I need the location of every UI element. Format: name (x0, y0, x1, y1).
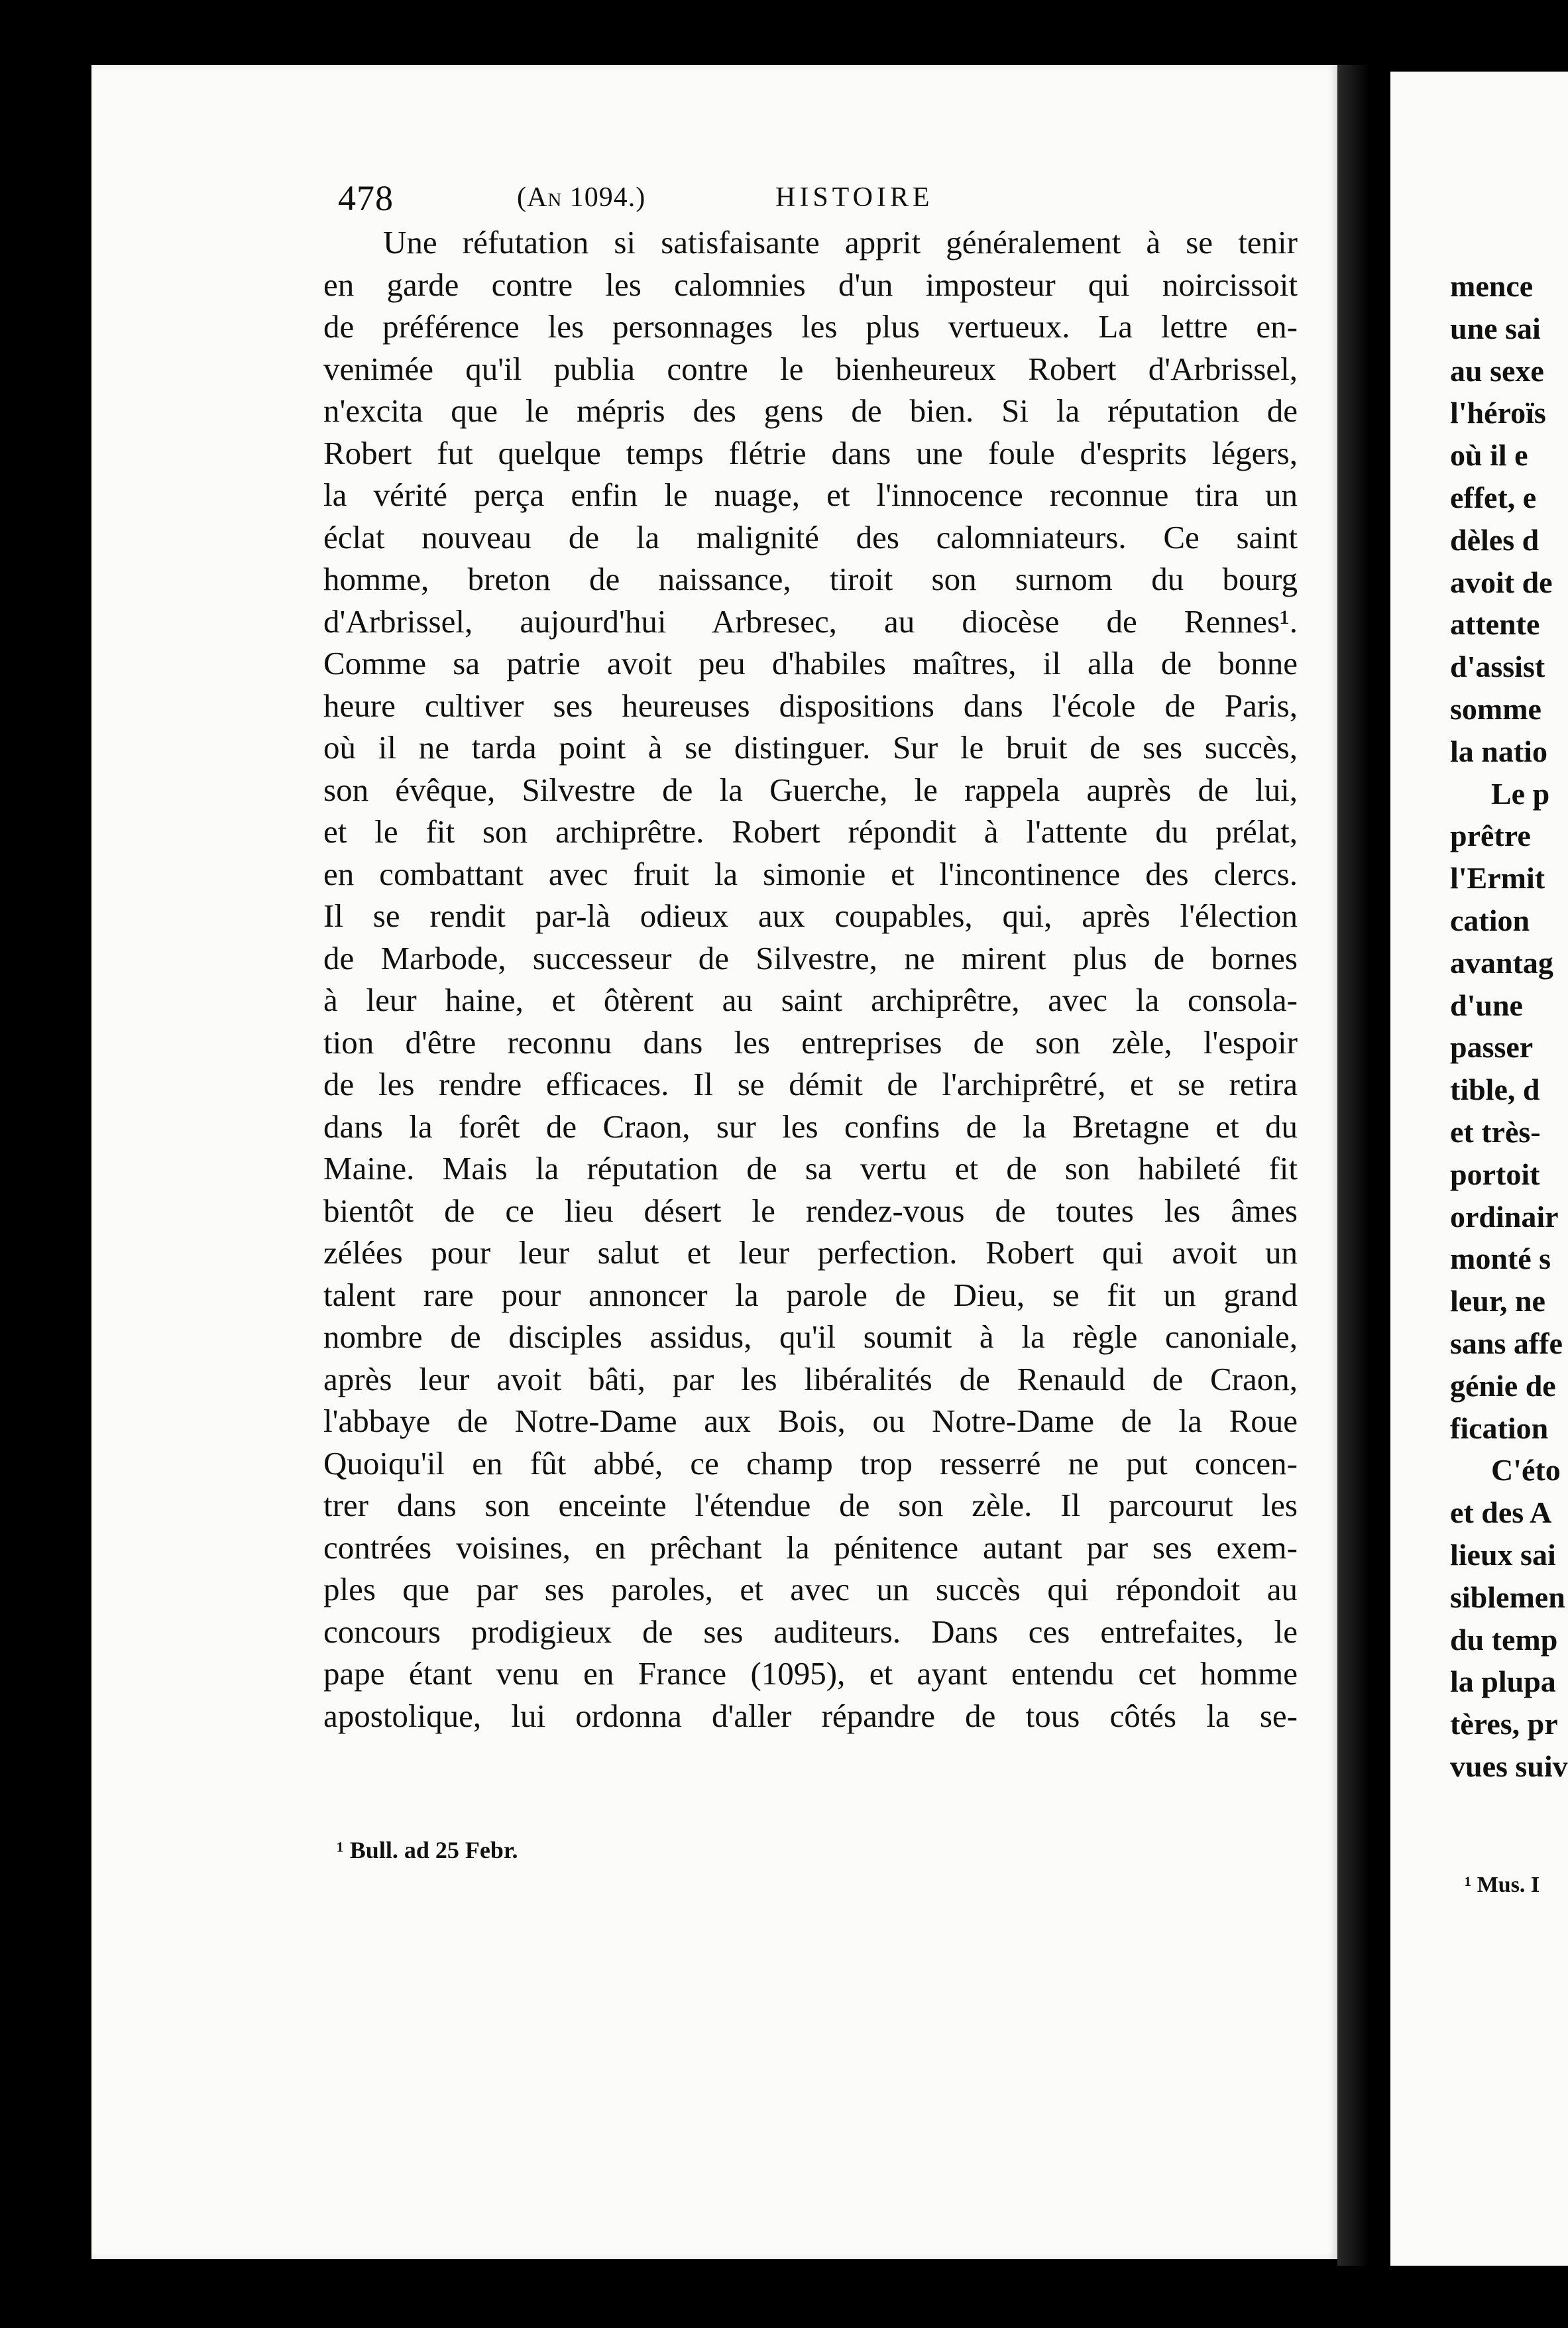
main-text (323, 221, 1298, 1737)
right-page-line: vues suiv (1450, 1749, 1568, 1783)
text-line: où il ne tarda point à se distinguer. Sur le bruit de ses succès, (323, 729, 1298, 766)
text-line: Quoiqu'il en fût abbé, ce champ trop resserré ne put concen- (323, 1444, 1298, 1482)
text-line: Robert fut quelque temps flétrie dans une foule d'esprits légers, (323, 434, 1298, 471)
text-line: d'Arbrissel, aujourd'hui Arbresec, au diocèse de Rennes¹. (323, 603, 1298, 640)
right-page-line: avoit de (1450, 565, 1553, 599)
right-page-line: la plupa (1450, 1664, 1556, 1699)
page-number: 478 (338, 178, 394, 218)
right-page-line: lieux sai (1450, 1537, 1556, 1572)
right-page-line: et des A (1450, 1495, 1552, 1530)
text-line: nombre de disciples assidus, qu'il soumit à la règle canoniale, (323, 1318, 1298, 1355)
text-line: tion d'être reconnu dans les entreprises de son zèle, l'espoir (323, 1023, 1298, 1061)
running-head-year: (An 1094.) (517, 182, 646, 213)
text-line: bientôt de ce lieu désert le rendez-vous de toutes les âmes (323, 1192, 1298, 1229)
text-line: ples que par ses paroles, et avec un succès qui répondoit au (323, 1571, 1298, 1607)
text-line: de préférence les personnages les plus vertueux. La lettre en- (323, 308, 1298, 345)
right-page-text (1450, 265, 1568, 1788)
right-page-line: Le p (1491, 776, 1550, 811)
right-page-line: monté s (1450, 1242, 1551, 1276)
right-page-line: attente (1450, 607, 1540, 642)
right-page-line: la natio (1450, 734, 1547, 768)
gutter (1337, 65, 1390, 2266)
right-page-line: l'héroïs (1450, 396, 1546, 430)
right-page-line: leur, ne (1450, 1284, 1545, 1318)
right-page-line: une sai (1450, 311, 1541, 345)
right-page-footnote: ¹ Mus. I (1465, 1873, 1540, 1897)
text-line: de Marbode, successeur de Silvestre, ne mirent plus de bornes (323, 939, 1298, 976)
right-page-line: avantag (1450, 945, 1553, 980)
right-page-line: l'Ermit (1450, 861, 1545, 896)
right-page-line: où il e (1450, 438, 1528, 473)
text-line: n'excita que le mépris des gens de bien. Si la réputation de (323, 392, 1298, 429)
right-page-line: fication (1450, 1411, 1549, 1445)
right-page-line: passer (1450, 1030, 1534, 1065)
text-line: venimée qu'il publia contre le bienheureux Robert d'Arbrissel, (323, 350, 1298, 387)
right-page-line: sans affe (1450, 1326, 1563, 1360)
text-line: contrées voisines, en prêchant la pénitence autant par ses exem- (323, 1529, 1298, 1566)
text-line: talent rare pour annoncer la parole de Dieu, se fit un grand (323, 1276, 1298, 1313)
text-line: apostolique, lui ordonna d'aller répandre de tous côtés la se- (323, 1697, 1298, 1734)
right-page-line: siblemen (1450, 1580, 1565, 1614)
right-page-line: et très- (1450, 1114, 1541, 1149)
text-line: homme, breton de naissance, tiroit son surnom du bourg (323, 561, 1298, 597)
text-line: l'abbaye de Notre-Dame aux Bois, ou Notre-Dame de la Roue (323, 1403, 1298, 1439)
text-line: zélées pour leur salut et leur perfection. Robert qui avoit un (323, 1234, 1298, 1271)
right-page-line: d'assist (1450, 650, 1545, 684)
right-page-line: génie de (1450, 1368, 1556, 1403)
running-head-title: HISTOIRE (775, 182, 934, 213)
right-page-line: prêtre (1450, 819, 1531, 853)
text-line: Il se rendit par-là odieux aux coupables, qui, après l'élection (323, 898, 1298, 934)
text-line: après leur avoit bâti, par les libéralités de Renauld de Craon, (323, 1360, 1298, 1397)
text-line: son évêque, Silvestre de la Guerche, le rappela auprès de lui, (323, 771, 1298, 808)
right-page-line: C'éto (1491, 1453, 1561, 1487)
text-line: dans la forêt de Craon, sur les confins de la Bretagne et du (323, 1108, 1298, 1145)
text-line: et le fit son archiprêtre. Robert répondit à l'attente du prélat, (323, 813, 1298, 850)
text-line: la vérité perça enfin le nuage, et l'innocence reconnue tira un (323, 477, 1298, 513)
text-line: concours prodigieux de ses auditeurs. Dans ces entrefaites, le (323, 1613, 1298, 1650)
text-line: Une réfutation si satisfaisante apprit généralement à se tenir (383, 224, 1298, 261)
right-page-line: du temp (1450, 1622, 1558, 1657)
text-line: Comme sa patrie avoit peu d'habiles maîtres, il alla de bonne (323, 645, 1298, 681)
footnote: ¹ Bull. ad 25 Febr. (337, 1837, 518, 1863)
right-page-line: au sexe (1450, 353, 1544, 388)
text-line: en garde contre les calomnies d'un imposteur qui noircissoit (323, 266, 1298, 303)
text-line: en combattant avec fruit la simonie et l'incontinence des clercs. (323, 855, 1298, 892)
right-page-line: portoit (1450, 1157, 1540, 1191)
right-page-line: d'une (1450, 988, 1523, 1022)
text-line: Maine. Mais la réputation de sa vertu et de son habileté fit (323, 1150, 1298, 1187)
right-page-line: somme (1450, 691, 1541, 726)
right-page-line: cation (1450, 903, 1530, 937)
text-line: à leur haine, et ôtèrent au saint archiprêtre, avec la consola- (323, 982, 1298, 1018)
right-page-line: tible, d (1450, 1073, 1540, 1107)
running-head (252, 178, 1246, 224)
right-page-line: mence (1450, 269, 1534, 303)
text-line: de les rendre efficaces. Il se démit de l'archiprêtré, et se retira (323, 1066, 1298, 1102)
right-page-line: ordinair (1450, 1199, 1559, 1234)
text-line: trer dans son enceinte l'étendue de son zèle. Il parcourut les (323, 1487, 1298, 1523)
right-page-line: effet, e (1450, 480, 1537, 514)
text-line: éclat nouveau de la malignité des calomniateurs. Ce saint (323, 518, 1298, 555)
right-page-line: dèles d (1450, 522, 1540, 557)
text-line: pape étant venu en France (1095), et ayant entendu cet homme (323, 1655, 1298, 1692)
right-page-line: tères, pr (1450, 1707, 1558, 1741)
text-line: heure cultiver ses heureuses dispositions dans l'école de Paris, (323, 687, 1298, 724)
